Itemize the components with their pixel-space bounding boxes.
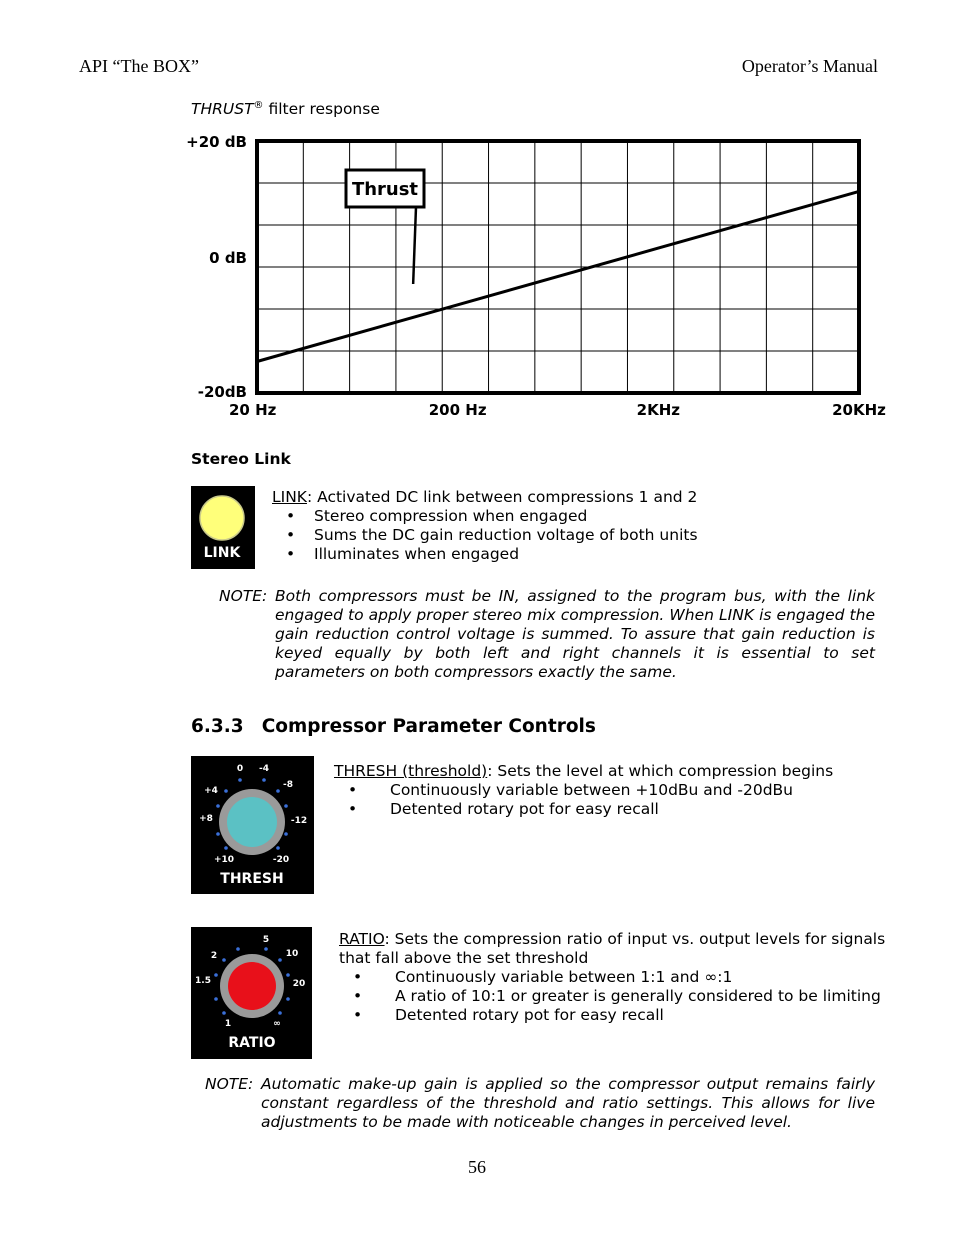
thresh-tick: +8 <box>199 814 213 824</box>
list-item: • Illuminates when engaged <box>272 545 872 564</box>
ratio-knob-image <box>191 927 312 1059</box>
note-text: Both compressors must be IN, assigned to the program bus, with the link engaged to apply proper stereo mix compression. When LINK is engaged the gain reduction control voltage is summed. To assure that gain reduction is keyed equally by both left and right channels it is essential to set parameters on both compressors exactly the same. <box>275 587 875 681</box>
list-item: • Detented rotary pot for easy recall <box>339 1006 919 1025</box>
list-item: • Continuously variable between +10dBu and -20dBu <box>334 781 914 800</box>
y-tick-labels <box>186 133 247 401</box>
ratio-description <box>339 930 919 1025</box>
figure-caption <box>191 100 380 118</box>
header-right: Operator’s Manual <box>741 56 878 76</box>
link-desc: : Activated DC link between compressions 1 and 2 <box>306 488 698 506</box>
x-tick-label: 20 Hz <box>229 401 277 419</box>
ratio-tick: 2 <box>210 951 218 961</box>
thresh-term: THRESH (threshold) <box>334 762 488 780</box>
ratio-tick: 1 <box>224 1019 232 1029</box>
link-term: LINK <box>272 488 307 506</box>
thresh-bullets <box>334 781 914 819</box>
link-bullets <box>272 507 872 564</box>
ratio-tick: 5 <box>262 935 270 945</box>
annotation-label: Thrust <box>351 179 419 200</box>
x-tick-label: 2KHz <box>636 401 681 419</box>
thresh-desc: : Sets the level at which compression begins <box>487 762 834 780</box>
ratio-knob-label: RATIO <box>228 1035 276 1051</box>
x-tick-label: 20KHz <box>832 401 886 419</box>
note-text: Automatic make-up gain is applied so the compressor output remains fairly constant regardless of the threshold and ratio settings. This allows for live adjustments to be made with noticeable changes in perceived level. <box>261 1075 875 1131</box>
list-item: • Stereo compression when engaged <box>272 507 872 526</box>
thresh-tick: -12 <box>290 816 308 826</box>
ratio-desc-line1: : Sets the compression ratio of input vs. output levels for signals <box>384 930 886 948</box>
thresh-knob-image <box>191 756 314 894</box>
makeup-gain-note <box>205 1075 875 1132</box>
thresh-knob-label: THRESH <box>220 871 284 887</box>
ratio-tick: ∞ <box>273 1019 281 1029</box>
annotation-pointer <box>413 207 416 284</box>
ratio-tick: 1.5 <box>195 976 211 986</box>
thresh-tick: -4 <box>259 764 269 774</box>
x-tick-labels <box>229 401 886 419</box>
page-number: 56 <box>468 1157 486 1177</box>
header-left: API “The BOX” <box>79 56 199 76</box>
caption-rest: filter response <box>263 100 380 119</box>
list-item: • Detented rotary pot for easy recall <box>334 800 914 819</box>
ratio-desc-line2: that fall above the set threshold <box>339 949 589 967</box>
list-item: • Continuously variable between 1:1 and ∞:1 <box>339 968 919 987</box>
registered-mark: ® <box>253 100 264 111</box>
thrust-response-line <box>257 191 859 361</box>
thresh-description <box>334 762 914 819</box>
x-tick-label: 200 Hz <box>428 401 487 419</box>
y-tick-label: +20 dB <box>186 133 247 151</box>
thresh-tick: +4 <box>204 786 218 796</box>
y-tick-label: 0 dB <box>209 249 247 267</box>
stereo-link-heading: Stereo Link <box>191 450 291 468</box>
thresh-tick: -8 <box>283 780 293 790</box>
thresh-tick: -20 <box>272 855 290 865</box>
list-item: • A ratio of 10:1 or greater is generally considered to be limiting <box>339 987 919 1006</box>
link-knob-label: LINK <box>203 545 241 561</box>
ratio-tick: 10 <box>285 949 299 959</box>
ratio-tick: 20 <box>292 979 306 989</box>
note-label: NOTE: <box>205 1075 254 1093</box>
thresh-knob-cap <box>227 797 277 847</box>
link-lamp <box>200 496 244 540</box>
section-heading <box>191 716 596 737</box>
y-tick-label: -20dB <box>197 383 247 401</box>
thresh-tick: 0 <box>236 764 244 774</box>
link-description <box>272 488 872 564</box>
link-note <box>219 587 875 682</box>
caption-thrust: THRUST <box>191 100 254 119</box>
ratio-term: RATIO <box>339 930 385 948</box>
section-title: Compressor Parameter Controls <box>261 716 596 737</box>
link-button-image <box>191 486 255 569</box>
ratio-bullets <box>339 968 919 1025</box>
list-item: • Sums the DC gain reduction voltage of both units <box>272 526 872 545</box>
ratio-knob-cap <box>228 962 276 1010</box>
thresh-tick: +10 <box>213 855 235 865</box>
thrust-filter-chart <box>185 130 895 425</box>
section-number: 6.3.3 <box>191 716 244 737</box>
note-label: NOTE: <box>219 587 268 605</box>
